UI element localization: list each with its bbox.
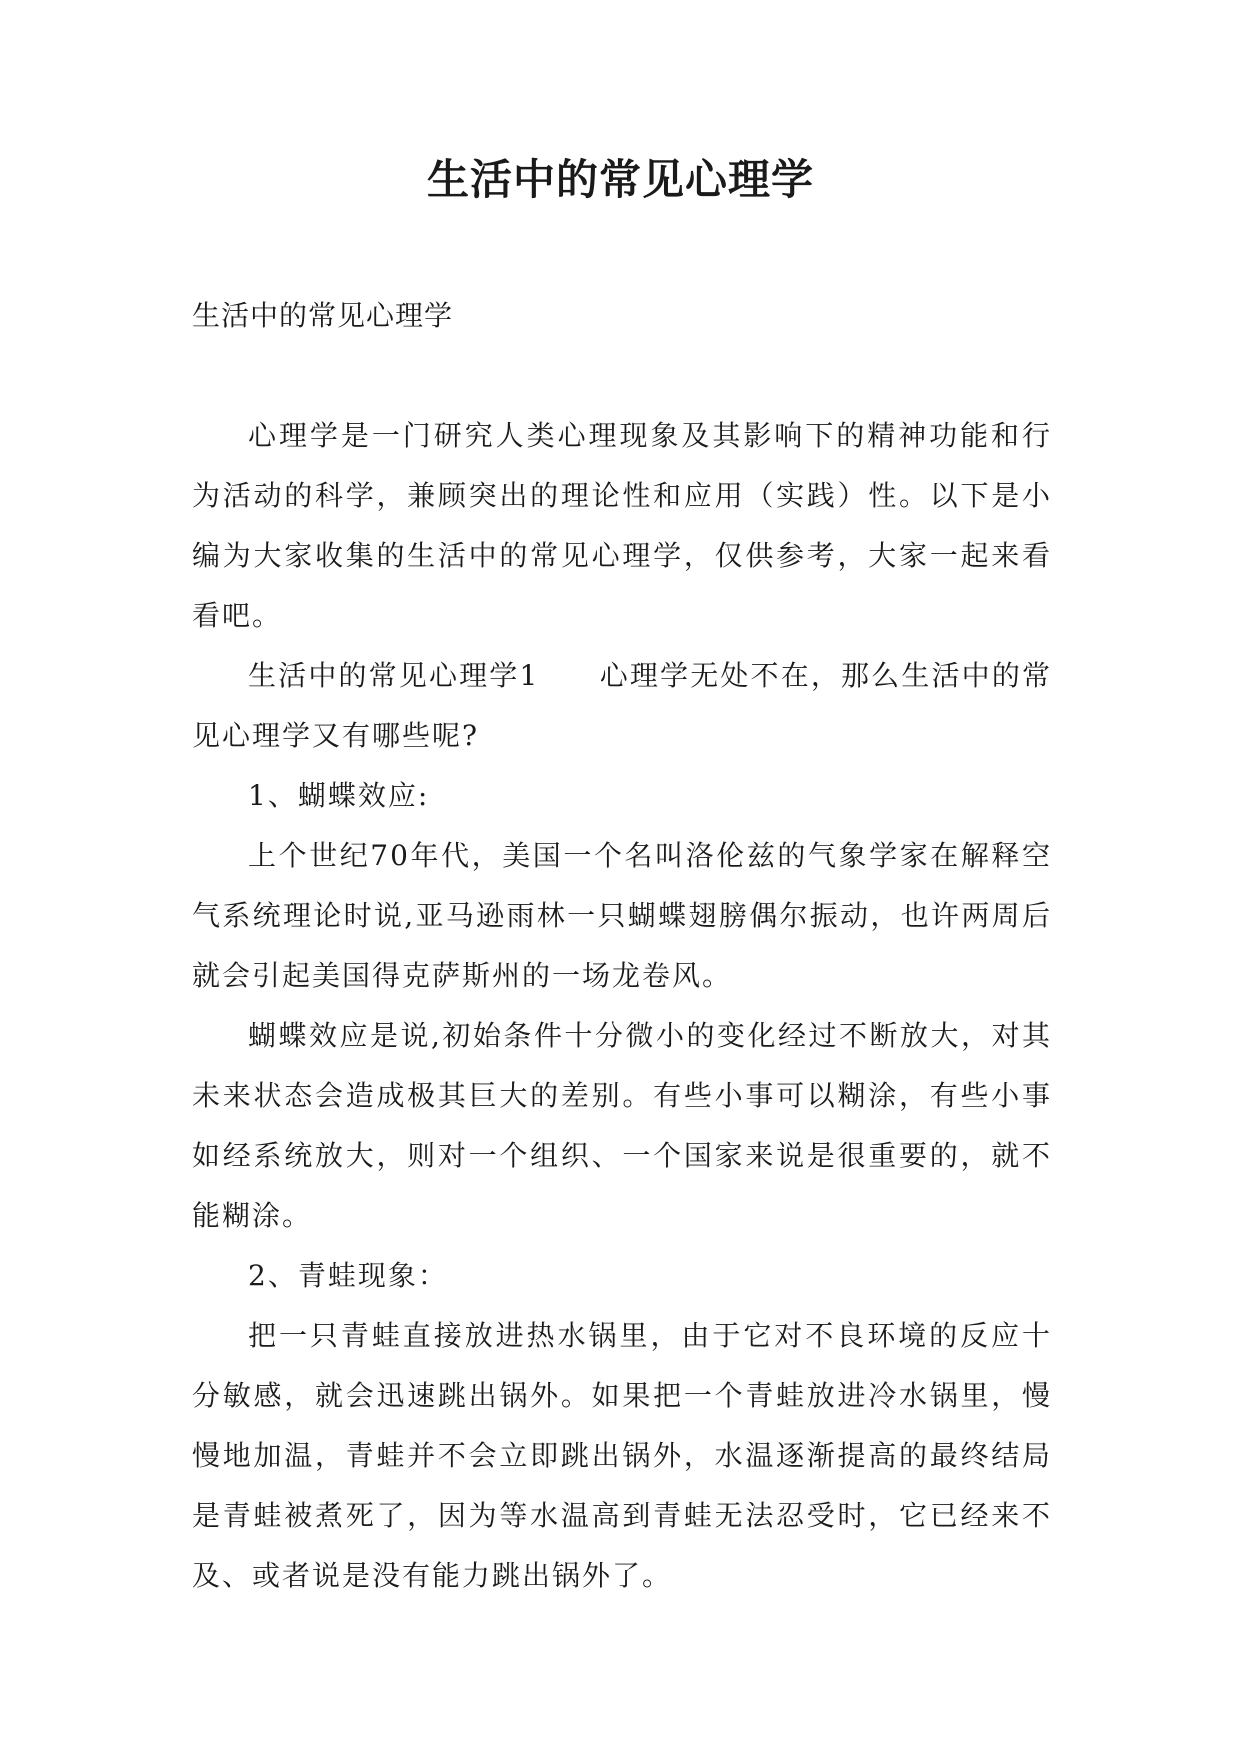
document-subtitle: 生活中的常见心理学 <box>192 299 454 332</box>
paragraph-section-1: 生活中的常见心理学1 心理学无处不在，那么生活中的常见心理学又有哪些呢? <box>192 659 1052 752</box>
heading-frog-phenomenon: 2、青蛙现象： <box>248 1259 448 1292</box>
paragraph-intro: 心理学是一门研究人类心理现象及其影响下的精神功能和行为活动的科学，兼顾突出的理论性和应用（实践）性。以下是小编为大家收集的生活中的常见心理学，仅供参考，大家一起来看看吧。 <box>192 419 1052 632</box>
spacer <box>192 346 1052 406</box>
heading-butterfly-effect: 1、蝴蝶效应: <box>248 779 430 812</box>
paragraph-butterfly-story: 上个世纪70年代，美国一个名叫洛伦兹的气象学家在解释空气系统理论时说,亚马逊雨林一只蝴蝶翅膀偶尔振动，也许两周后就会引起美国得克萨斯州的一场龙卷风。 <box>192 839 1052 992</box>
document-title: 生活中的常见心理学 <box>426 155 814 204</box>
paragraph-butterfly-explanation: 蝴蝶效应是说,初始条件十分微小的变化经过不断放大，对其未来状态会造成极其巨大的差别。有些小事可以糊涂，有些小事如经系统放大，则对一个组织、一个国家来说是很重要的，就不能糊涂。 <box>192 1019 1052 1232</box>
paragraph-frog-story: 把一只青蛙直接放进热水锅里，由于它对不良环境的反应十分敏感，就会迅速跳出锅外。如果把一个青蛙放进冷水锅里，慢慢地加温，青蛙并不会立即跳出锅外，水温逐渐提高的最终结局是青蛙被煮死了，因为等水温高到青蛙无法忍受时，它已经来不及、或者说是没有能力跳出锅外了。 <box>192 1319 1052 1592</box>
document-body <box>192 286 1052 1606</box>
